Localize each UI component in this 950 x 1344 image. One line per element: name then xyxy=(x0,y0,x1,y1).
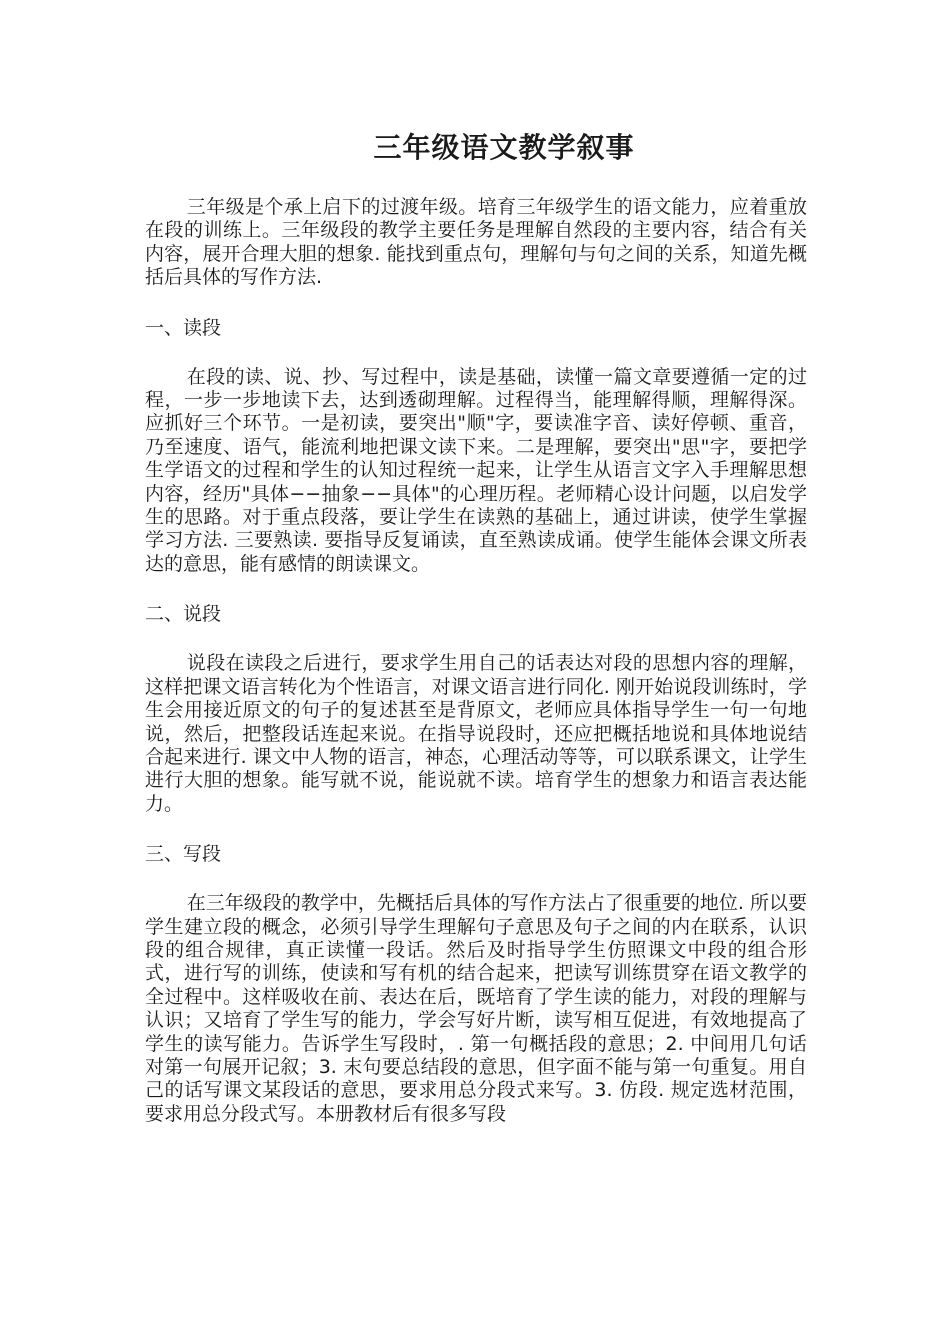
section-body-reading: 在段的读、说、抄、写过程中，读是基础，读懂一篇文章要遵循一定的过程，一步一步地读下去，达到透砌理解。过程得当，能理解得顺，理解得深。应抓好三个环节。一是初读，要突出"顺"字，要读准字音、读好停顿、重音，乃至速度、语气，能流利地把课文读下来。二是理解，要突出"思"字，要把学生学语文的过程和学生的认知过程统一起来，让学生从语言文字入手理解思想内容，经历"具体−−抽象−−具体"的心理历程。老师精心设计问题，以启发学生的思路。对于重点段落，要让学生在读熟的基础上，通过讲读，使学生掌握学习方法. 三要熟读. 要指导反复诵读，直至熟读成诵。使学生能体会课文所表达的意思，能有感情的朗读课文。 xyxy=(145,365,807,575)
section-heading-reading: 一、读段 xyxy=(145,316,222,339)
section-heading-speaking: 二、说段 xyxy=(145,603,222,626)
intro-paragraph: 三年级是个承上启下的过渡年级。培育三年级学生的语文能力，应着重放在段的训练上。三年级段的教学主要任务是理解自然段的主要内容，结合有关内容，展开合理大胆的想象. 能找到重点句，理解句与句之间的关系，知道先概括后具体的写作方法. xyxy=(145,196,807,289)
document-body xyxy=(145,196,807,1126)
section-body-writing: 在三年级段的教学中，先概括后具体的写作方法占了很重要的地位. 所以要学生建立段的概念，必须引导学生理解句子意思及句子之间的内在联系，认识段的组合规律，真正读懂一段话。然后及时指导学生仿照课文中段的组合形式，进行写的训练，使读和写有机的结合起来，把读写训练贯穿在语文教学的全过程中。这样吸收在前、表达在后，既培育了学生读的能力，对段的理解与认识；又培育了学生写的能力，学会写好片断，读写相互促进，有效地提高了学生的读写能力。告诉学生写段时，. 第一句概括段的意思；2. 中间用几句话对第一句展开记叙；3. 末句要总结段的意思，但字面不能与第一句重复。用自己的话写课文某段话的意思，要求用总分段式来写。3. 仿段. 规定选材范围，要求用总分段式写。本册教材后有很多写段 xyxy=(145,892,807,1125)
section-heading-writing: 三、写段 xyxy=(145,843,222,866)
section-body-speaking: 说段在读段之后进行，要求学生用自己的话表达对段的思想内容的理解，这样把课文语言转化为个性语言，对课文语言进行同化. 刚开始说段训练时，学生会用接近原文的句子的复述甚至是背原文，老师应具体指导学生一句一句地说，然后，把整段话连起来说。在指导说段时，还应把概括地说和具体地说结合起来进行. 课文中人物的语言，神态，心理活动等等，可以联系课文，让学生进行大胆的想象。能写就不说，能说就不读。培育学生的想象力和语言表达能力。 xyxy=(145,652,807,815)
document-title: 三年级语文教学叙事 xyxy=(373,131,635,164)
